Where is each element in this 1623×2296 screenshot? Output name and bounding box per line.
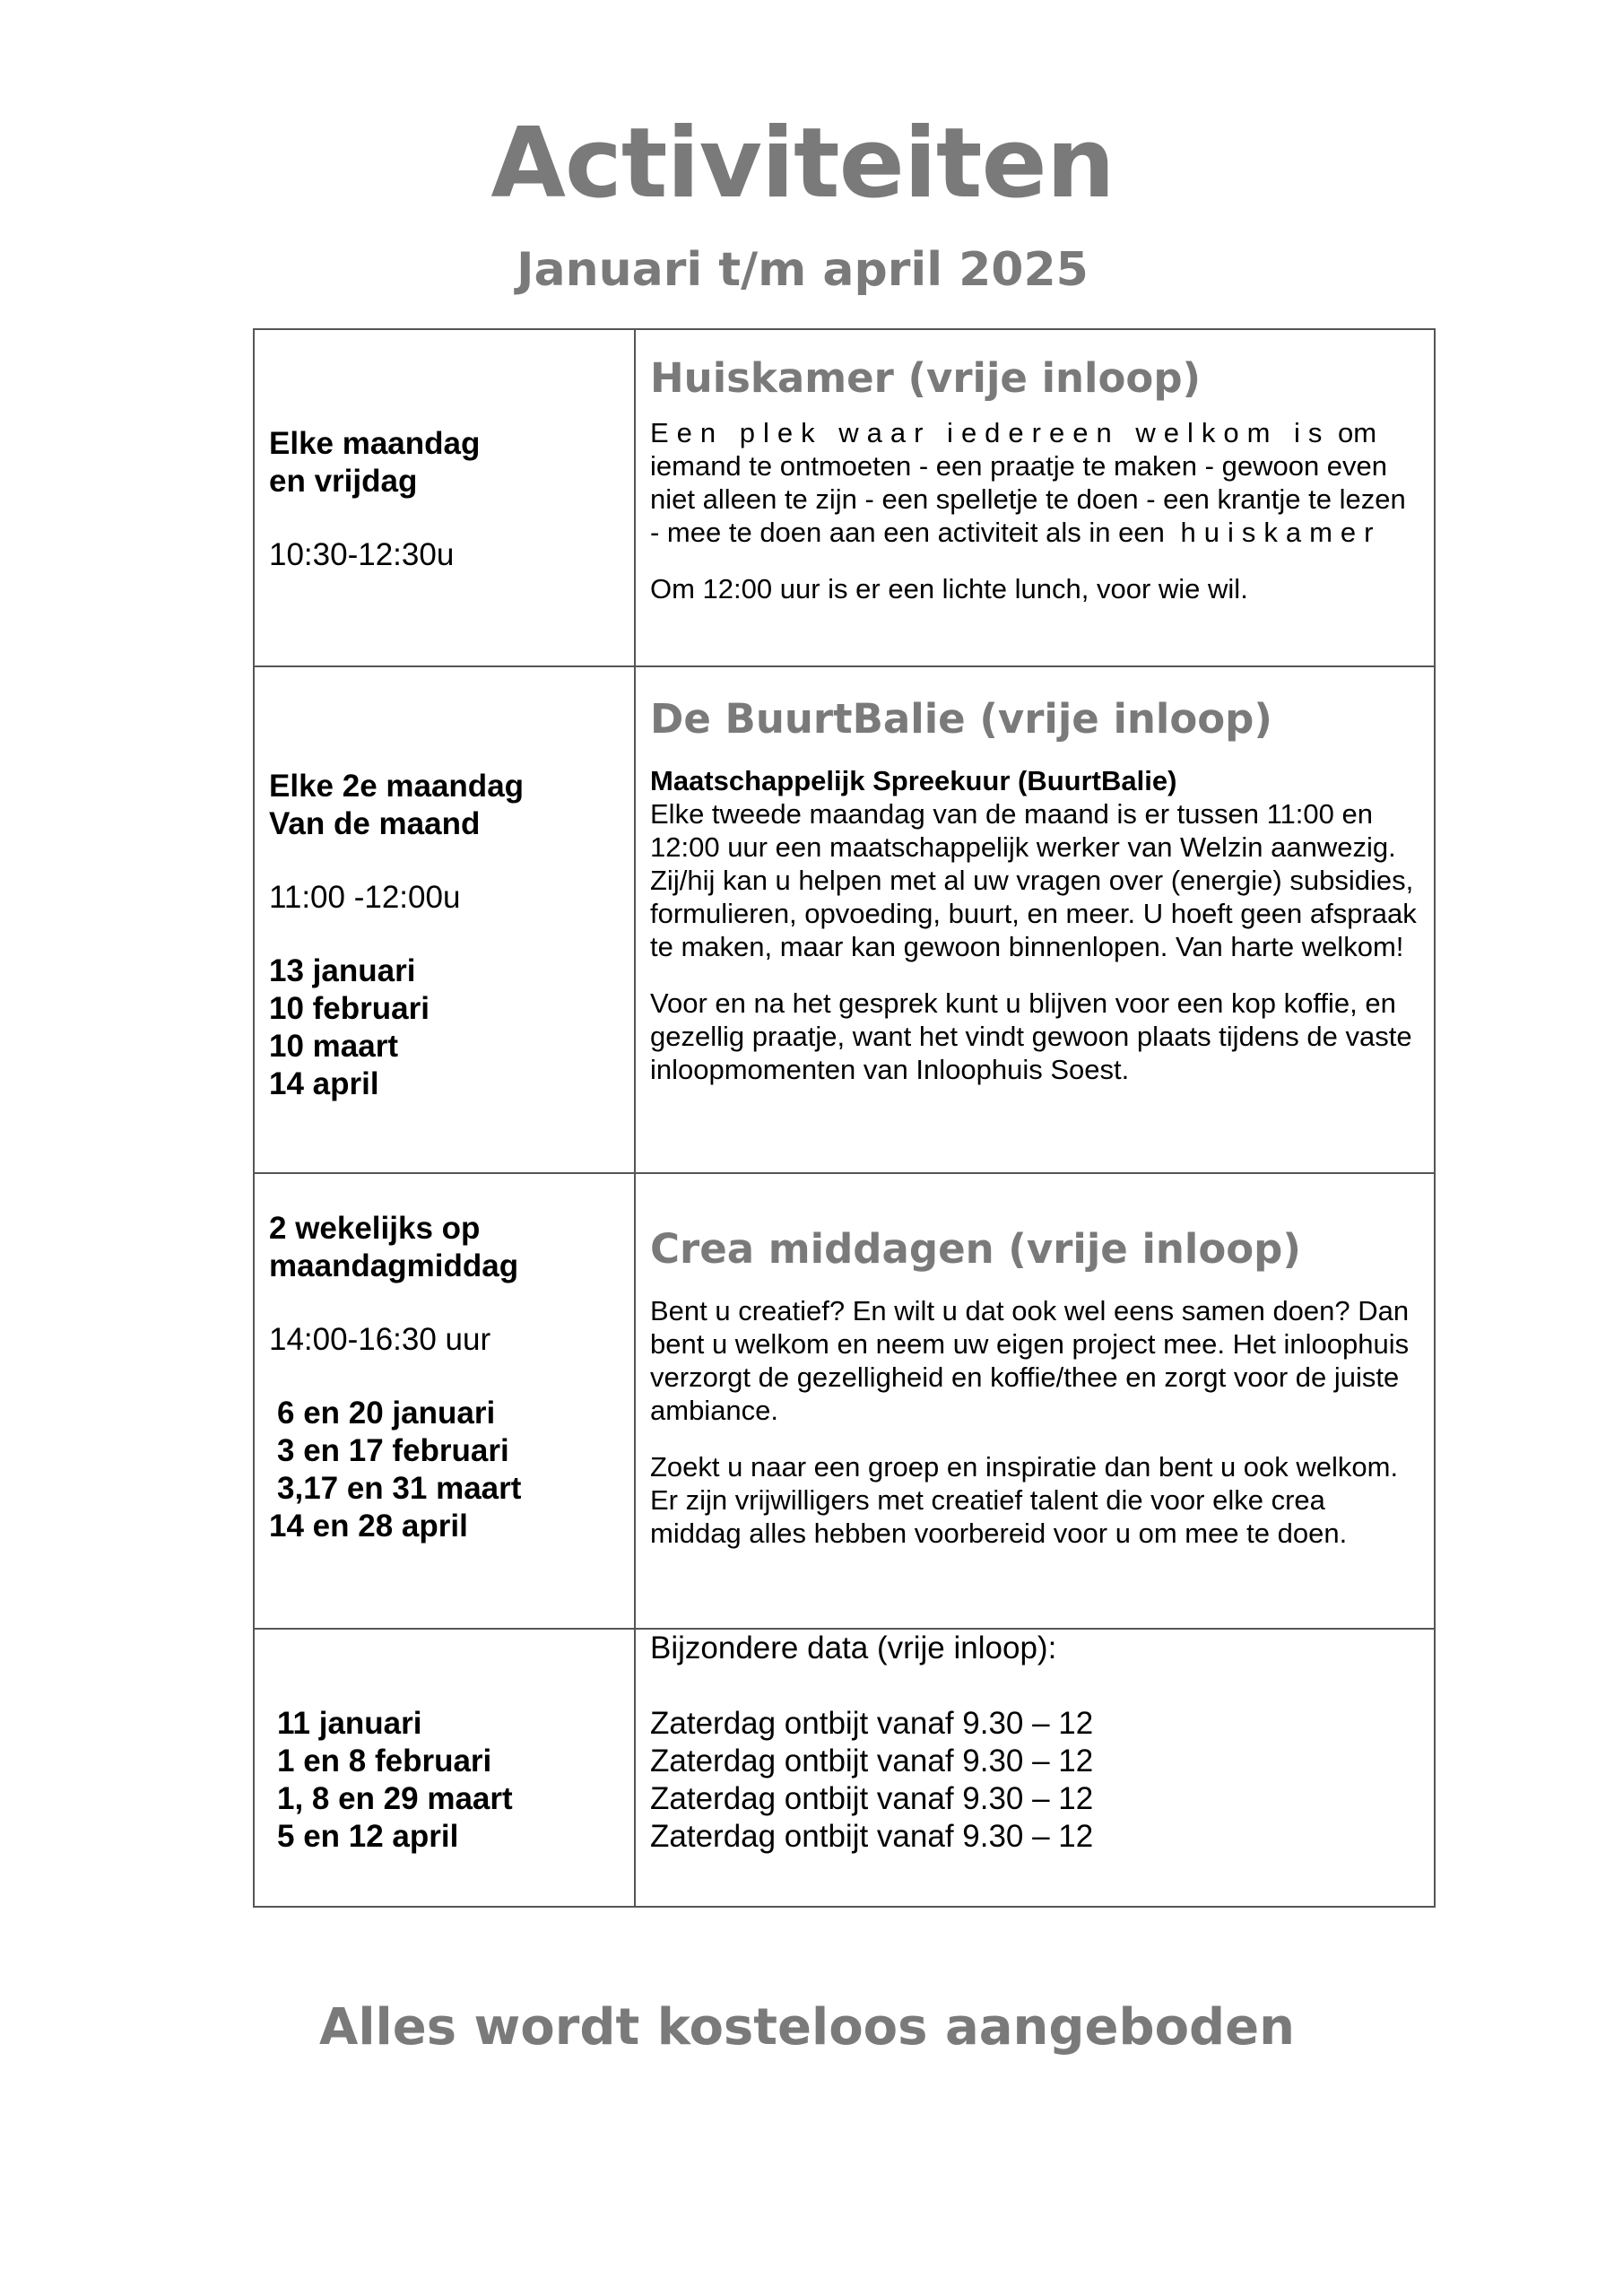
activity-cell xyxy=(635,329,1435,666)
schedule-day: maandagmiddag xyxy=(269,1248,519,1283)
schedule-cell xyxy=(254,1629,635,1907)
schedule-cell xyxy=(254,666,635,1173)
activity-description: Elke tweede maandag van de maand is er tussen 11:00 en 12:00 uur een maatschappelijk werker van Welzin aanwezig. Zij/hij kan u helpen met al uw vragen over (energie) subsidies, formulieren, opvoeding, buurt, en meer. U hoeft geen afspraak te maken, maar kan gewoon binnenlopen. Van harte welkom! xyxy=(650,798,1417,962)
schedule-day: en vrijdag xyxy=(269,464,418,499)
schedule-cell xyxy=(254,329,635,666)
activity-cell xyxy=(635,666,1435,1173)
description-part: Een plek waar iedereen welkom is xyxy=(650,417,1331,448)
schedule-date: 3,17 en 31 maart xyxy=(277,1471,522,1506)
breakfast-line: Zaterdag ontbijt vanaf 9.30 – 12 xyxy=(650,1819,1094,1854)
page-subtitle: Januari t/m april 2025 xyxy=(516,243,1089,297)
activity-cell xyxy=(635,1629,1435,1907)
activity-description: Zoekt u naar een groep en inspiratie dan bent u ook welkom. Er zijn vrijwilligers met creatief talent die voor elke crea middag alles hebben voorbereid voor u om mee te doen. xyxy=(650,1451,1399,1549)
schedule-day: Elke 2e maandag xyxy=(269,769,525,804)
schedule-day: 2 wekelijks op xyxy=(269,1211,481,1246)
table-row xyxy=(254,1629,1435,1907)
breakfast-line: Zaterdag ontbijt vanaf 9.30 – 12 xyxy=(650,1781,1094,1816)
page-title: Activiteiten xyxy=(490,108,1115,220)
activity-description xyxy=(650,416,1421,549)
schedule-time: 11:00 -12:00u xyxy=(269,880,461,915)
activity-heading: Bijzondere data (vrije inloop): xyxy=(650,1631,1057,1665)
schedule-date: 10 maart xyxy=(269,1029,398,1064)
description-part: huiskamer xyxy=(1164,517,1382,548)
description-part: iemand te ontmoeten - een praatje te maken - gewoon even niet alleen te zijn - een spelletje te doen - een krantje te lezen - mee te doen aan een activiteit als in een xyxy=(650,450,1406,548)
schedule-cell xyxy=(254,1173,635,1629)
schedule-day: Van de maand xyxy=(269,806,481,841)
lunch-note: Om 12:00 uur is er een lichte lunch, voor wie wil. xyxy=(650,573,1248,604)
table-row xyxy=(254,329,1435,666)
footer-note: Alles wordt kosteloos aangeboden xyxy=(319,1998,1295,2057)
schedule-date: 1, 8 en 29 maart xyxy=(277,1781,513,1816)
schedule-date: 14 april xyxy=(269,1066,379,1101)
schedule-date: 5 en 12 april xyxy=(277,1819,459,1854)
breakfast-line: Zaterdag ontbijt vanaf 9.30 – 12 xyxy=(650,1744,1094,1779)
activity-description: Voor en na het gesprek kunt u blijven voor een kop koffie, en gezellig praatje, want het vindt gewoon plaats tijdens de vaste inloopmomenten van Inloophuis Soest. xyxy=(650,987,1412,1085)
schedule-date: 13 januari xyxy=(269,953,416,988)
table-row xyxy=(254,666,1435,1173)
table-row xyxy=(254,1173,1435,1629)
schedule-date: 1 en 8 februari xyxy=(277,1744,492,1779)
schedule-date: 14 en 28 april xyxy=(269,1509,468,1544)
schedule-day: Elke maandag xyxy=(269,426,481,461)
activity-heading: Crea middagen (vrije inloop) xyxy=(650,1225,1301,1273)
activity-heading: De BuurtBalie (vrije inloop) xyxy=(650,695,1272,743)
schedule-date: 6 en 20 januari xyxy=(277,1396,496,1431)
activity-cell xyxy=(635,1173,1435,1629)
activity-subheading: Maatschappelijk Spreekuur (BuurtBalie) xyxy=(650,765,1177,796)
schedule-time: 14:00-16:30 uur xyxy=(269,1322,491,1357)
activities-table xyxy=(253,328,1436,1908)
activity-heading: Huiskamer (vrije inloop) xyxy=(650,354,1202,402)
schedule-time: 10:30-12:30u xyxy=(269,537,455,572)
description-part: om xyxy=(1330,417,1377,448)
schedule-date: 11 januari xyxy=(277,1706,422,1741)
schedule-date: 3 en 17 februari xyxy=(277,1433,509,1468)
activity-description: Bent u creatief? En wilt u dat ook wel eens samen doen? Dan bent u welkom en neem uw eigen project mee. Het inloophuis verzorgt de gezelligheid en koffie/thee en zorgt voor de juiste ambiance. xyxy=(650,1295,1410,1426)
breakfast-line: Zaterdag ontbijt vanaf 9.30 – 12 xyxy=(650,1706,1094,1741)
schedule-date: 10 februari xyxy=(269,991,430,1026)
